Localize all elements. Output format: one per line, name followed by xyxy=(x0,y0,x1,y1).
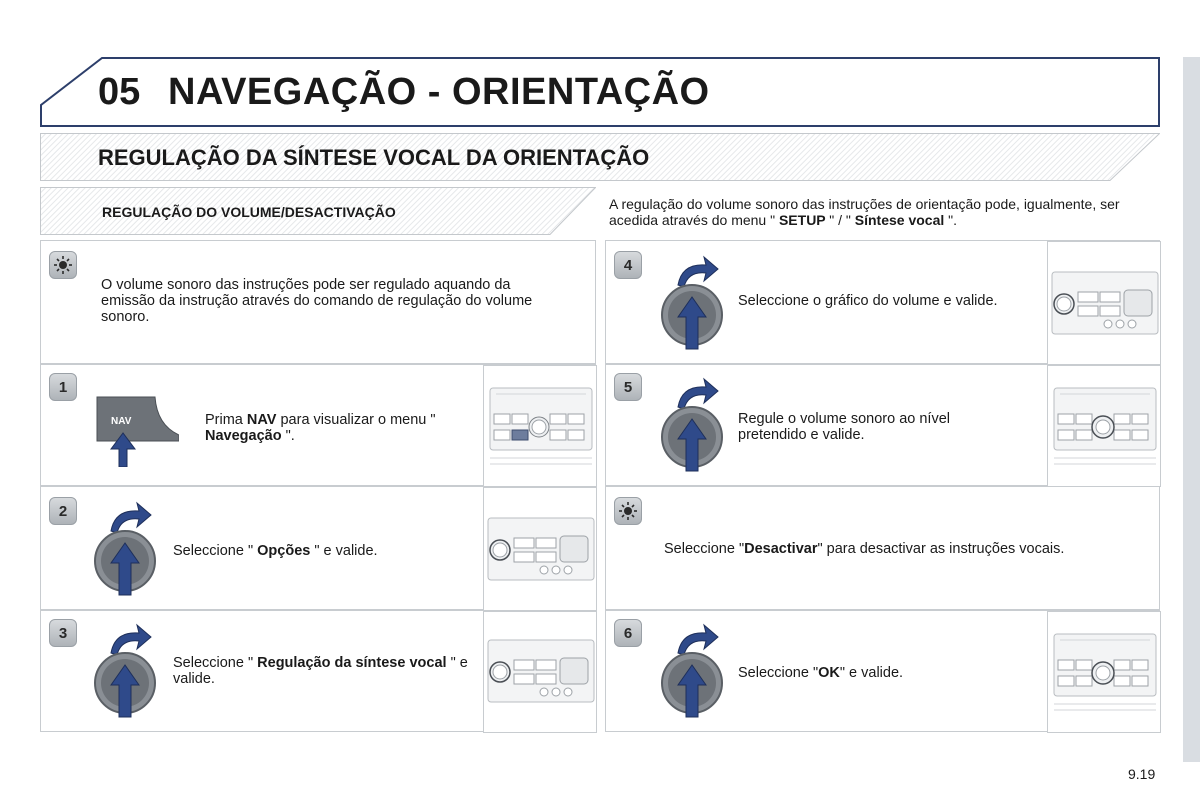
step-1-post: ". xyxy=(285,428,295,444)
tip-deactivate-pre: Seleccione " xyxy=(664,541,745,557)
device-thumb-3 xyxy=(483,611,597,733)
step-2-pre: Seleccione " xyxy=(173,543,254,559)
step-3-post: " e valide. xyxy=(173,655,468,687)
step-1-bold-navegacao: Navegação xyxy=(205,428,286,444)
tip-deactivate-bold: Desactivar xyxy=(744,541,818,557)
step-1-panel xyxy=(40,364,596,486)
radio-panel-illustration xyxy=(1048,366,1162,488)
tip-badge xyxy=(614,497,642,525)
step-4-panel xyxy=(605,240,1160,364)
step-3-bold: Regulação da síntese vocal xyxy=(253,655,451,671)
radio-panel-illustration xyxy=(484,366,598,488)
step-1-bold-nav: NAV xyxy=(246,412,277,428)
subsection-band xyxy=(40,187,596,235)
step-1-pre: Prima xyxy=(205,412,247,428)
device-thumb-5 xyxy=(1047,365,1161,487)
rotary-knob-icon xyxy=(91,623,171,719)
chapter-title: NAVEGAÇÃO - ORIENTAÇÃO xyxy=(168,71,710,113)
rotary-knob-icon xyxy=(658,255,738,351)
step-4-text: Seleccione o gráfico do volume e valide. xyxy=(738,293,998,309)
step-6-badge: 6 xyxy=(614,619,642,647)
step-6-bold: OK xyxy=(818,665,840,681)
tip-deactivate-post: " para desactivar as instruções vocais. xyxy=(817,541,1065,557)
rotary-knob-icon xyxy=(658,377,738,473)
step-5-text: Regule o volume sonoro ao nível pretendido e valide. xyxy=(738,411,950,443)
step-4-badge: 4 xyxy=(614,251,642,279)
step-3-text xyxy=(173,655,473,687)
step-3-panel xyxy=(40,610,596,732)
step-6-text xyxy=(738,665,998,681)
radio-panel-illustration xyxy=(484,612,598,734)
chapter-number: 05 xyxy=(98,71,141,113)
rotary-knob-icon xyxy=(658,623,738,719)
side-note-text-3: ". xyxy=(948,212,958,228)
side-note-sintese: Síntese vocal xyxy=(850,212,949,228)
lightbulb-icon xyxy=(50,252,78,280)
chapter-thumb-tab xyxy=(1183,57,1200,762)
tip-deactivate-text xyxy=(664,541,1144,557)
section-title: REGULAÇÃO DA SÍNTESE VOCAL DA ORIENTAÇÃO xyxy=(98,145,650,170)
tip-panel-volume xyxy=(40,240,596,364)
step-3-badge: 3 xyxy=(49,619,77,647)
device-thumb-1 xyxy=(483,365,597,487)
step-1-mid: para visualizar o menu " xyxy=(276,412,436,428)
step-6-post: " e valide. xyxy=(839,665,904,681)
rotary-knob-graphic-6 xyxy=(658,623,738,719)
nav-key-icon xyxy=(95,395,179,467)
tip-panel-deactivate xyxy=(605,486,1160,610)
nav-key-graphic xyxy=(95,395,179,467)
step-3-pre: Seleccione " xyxy=(173,655,254,671)
step-6-pre: Seleccione " xyxy=(738,665,819,681)
step-5-panel xyxy=(605,364,1160,486)
rotary-knob-graphic-3 xyxy=(91,623,171,719)
step-2-panel xyxy=(40,486,596,610)
step-2-bold: Opções xyxy=(253,543,315,559)
rotary-knob-graphic-5 xyxy=(658,377,738,473)
tip-badge xyxy=(49,251,77,279)
device-thumb-2 xyxy=(483,487,597,611)
radio-panel-illustration xyxy=(484,488,598,612)
subsection-title: REGULAÇÃO DO VOLUME/DESACTIVAÇÃO xyxy=(102,204,396,220)
page-number: 9.19 xyxy=(1128,766,1156,782)
step-1-badge: 1 xyxy=(49,373,77,401)
step-5-badge: 5 xyxy=(614,373,642,401)
rotary-knob-icon xyxy=(91,501,171,597)
radio-panel-illustration xyxy=(1048,242,1162,366)
step-2-post: " e valide. xyxy=(314,543,378,559)
rotary-knob-graphic-4 xyxy=(658,255,738,351)
tip-volume-text: O volume sonoro das instruções pode ser regulado aquando da emissão da instrução através do comando de regulação do volume sonoro. xyxy=(101,277,533,325)
device-thumb-4 xyxy=(1047,241,1161,365)
side-note xyxy=(609,196,1154,228)
side-note-text-2: " / " xyxy=(829,212,851,228)
step-2-text xyxy=(173,543,473,559)
side-note-text-1: A regulação do volume sonoro das instruções de orientação pode, igualmente, ser acedida através do menu " xyxy=(609,196,1120,228)
section-band xyxy=(40,133,1160,181)
nav-key-label: NAV xyxy=(111,416,132,427)
side-note-setup: SETUP xyxy=(775,212,830,228)
device-thumb-6 xyxy=(1047,611,1161,733)
step-1-text xyxy=(205,412,475,444)
lightbulb-icon xyxy=(615,498,643,526)
step-6-panel xyxy=(605,610,1160,732)
rotary-knob-graphic-2 xyxy=(91,501,171,597)
step-2-badge: 2 xyxy=(49,497,77,525)
chapter-header xyxy=(40,57,1160,127)
radio-panel-illustration xyxy=(1048,612,1162,734)
